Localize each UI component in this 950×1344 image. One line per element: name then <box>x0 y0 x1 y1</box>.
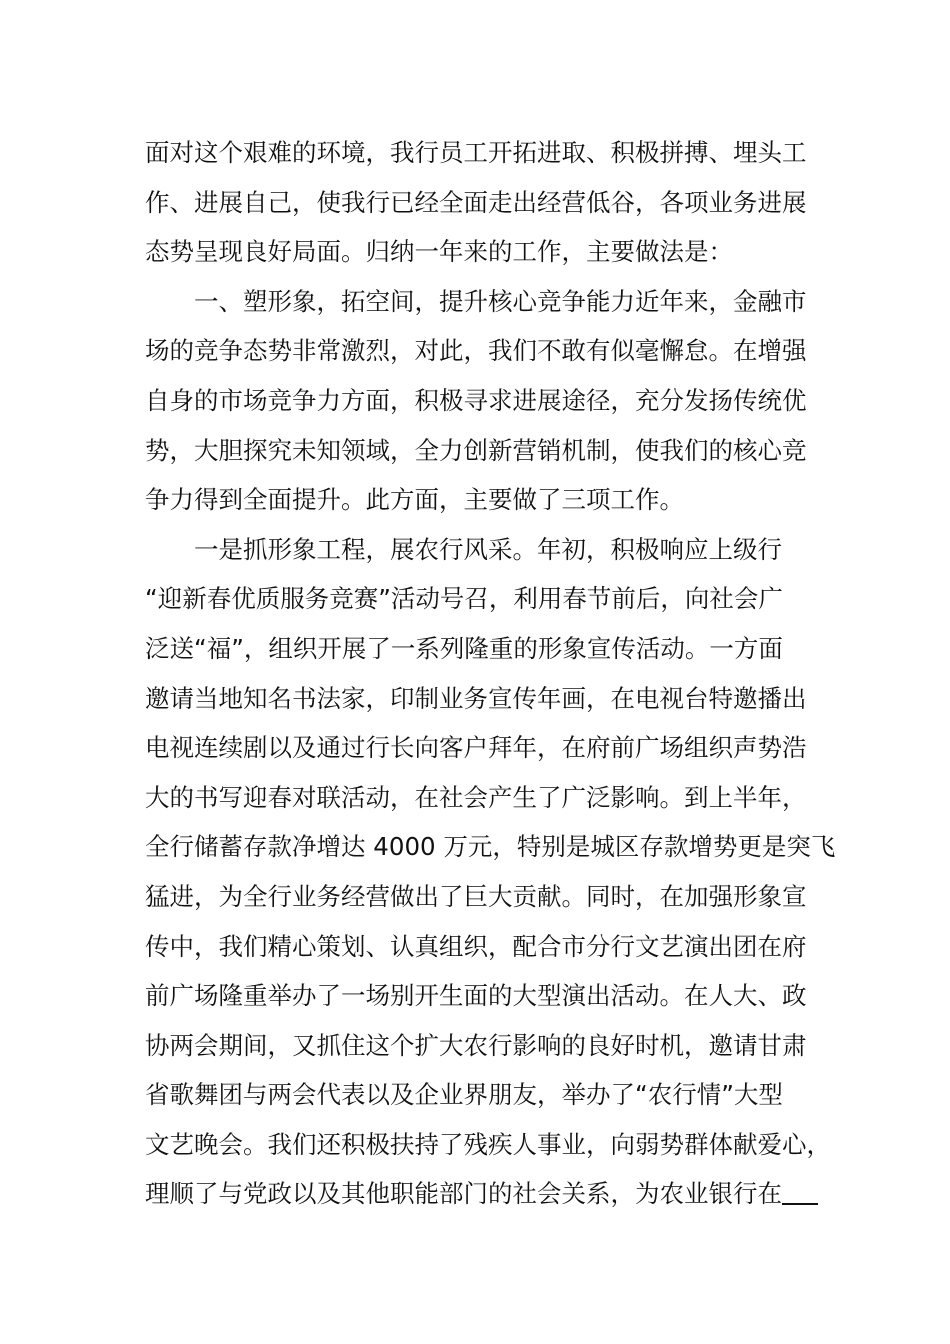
paragraph-first-line: 一是抓形象工程，展农行风采。年初，积极响应上级行 <box>194 534 782 564</box>
text-line: 邀请当地知名书法家，印制业务宣传年画，在电视台特邀播出 <box>145 683 807 713</box>
text-line: 争力得到全面提升。此方面，主要做了三项工作。 <box>145 485 684 515</box>
text-line: 协两会期间，又抓住这个扩大农行影响的良好时机，邀请甘肃 <box>145 1030 807 1060</box>
fill-in-blank <box>782 1203 818 1205</box>
body-text <box>145 128 836 1219</box>
text-line: 泛送“福”，组织开展了一系列隆重的形象宣传活动。一方面 <box>145 633 783 663</box>
text-line: 态势呈现良好局面。归纳一年来的工作，主要做法是： <box>145 237 733 267</box>
text-line-with-blank <box>145 1169 825 1219</box>
text-line: “迎新春优质服务竞赛”活动号召，利用春节前后，向社会广 <box>145 584 783 614</box>
text-line: 势，大胆探究未知领域，全力创新营销机制，使我们的核心竞 <box>145 435 807 465</box>
text-line: 电视连续剧以及通过行长向客户拜年，在府前广场组织声势浩 <box>145 733 807 763</box>
text-line: 自身的市场竞争力方面，积极寻求进展途径，充分发扬传统优 <box>145 385 807 415</box>
paragraph-first-line: 一、塑形象，拓空间，提升核心竞争能力近年来，金融市 <box>194 286 807 316</box>
text-line: 大的书写迎春对联活动，在社会产生了广泛影响。到上半年， <box>145 782 807 812</box>
text-line: 省歌舞团与两会代表以及企业界朋友，举办了“农行情”大型 <box>145 1080 783 1110</box>
text-line-content: 理顺了与党政以及其他职能部门的社会关系，为农业银行在 <box>145 1179 782 1209</box>
text-line: 传中，我们精心策划、认真组织，配合市分行文艺演出团在府 <box>145 931 807 961</box>
text-line: 前广场隆重举办了一场别开生面的大型演出活动。在人大、政 <box>145 981 807 1011</box>
text-line: 全行储蓄存款净增达 4000 万元，特别是城区存款增势更是突飞 <box>145 832 836 862</box>
text-line: 面对这个艰难的环境，我行员工开拓进取、积极拼搏、埋头工 <box>145 138 807 167</box>
text-line: 文艺晚会。我们还积极扶持了残疾人事业，向弱势群体献爱心， <box>145 1129 831 1159</box>
text-line: 场的竞争态势非常激烈，对此，我们不敢有似毫懈怠。在增强 <box>145 336 807 366</box>
text-line: 猛进，为全行业务经营做出了巨大贡献。同时，在加强形象宣 <box>145 881 807 911</box>
text-line: 作、进展自己，使我行已经全面走出经营低谷，各项业务进展 <box>145 187 807 217</box>
